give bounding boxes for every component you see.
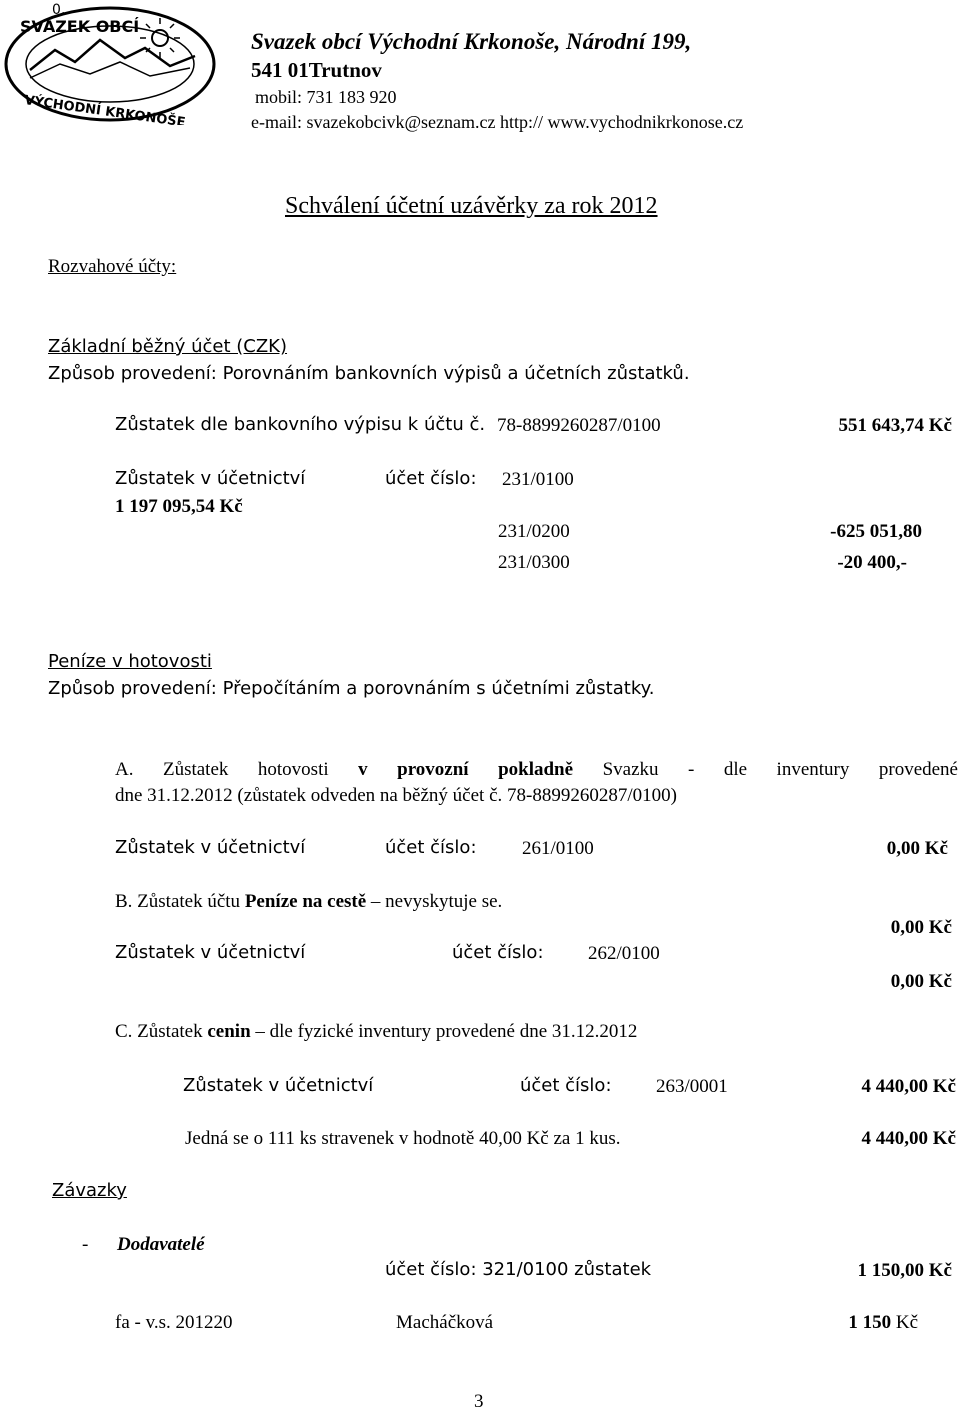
org-mobile: mobil: 731 183 920 xyxy=(255,87,397,107)
svg-text:0,: 0, xyxy=(52,2,66,18)
page-number: 3 xyxy=(474,1391,484,1412)
cash-c-ledger-label: Zůstatek v účetnictví xyxy=(183,1075,374,1096)
cash-a-account: 261/0100 xyxy=(522,838,594,859)
bank-acc2-amount: -625 051,80 xyxy=(830,521,922,542)
cash-c-line: C. Zůstatek cenin – dle fyzické inventury provedené dne 31.12.2012 xyxy=(115,1021,638,1042)
cash-method: Způsob provedení: Přepočítáním a porovnáním s účetními zůstatky. xyxy=(48,678,655,699)
cash-b-account: 262/0100 xyxy=(588,943,660,964)
cash-c-account-label: účet číslo: xyxy=(520,1075,612,1096)
logo-emblem xyxy=(0,0,240,125)
bank-statement-amount: 551 643,74 Kč xyxy=(838,415,952,436)
bank-acc3-amount: -20 400,- xyxy=(837,552,907,573)
org-city: 541 01Trutnov xyxy=(251,58,382,82)
cash-b-line: B. Zůstatek účtu Peníze na cestě – nevyskytuje se. xyxy=(115,891,503,912)
svg-text:SVAZEK OBCÍ: SVAZEK OBCÍ xyxy=(20,17,140,36)
bank-heading: Základní běžný účet (CZK) xyxy=(48,336,288,357)
liabilities-invoice: fa - v.s. 201220 xyxy=(115,1312,233,1333)
liabilities-invoice-name: Macháčková xyxy=(396,1312,494,1333)
bank-acc2: 231/0200 xyxy=(498,521,570,542)
cash-a-ledger-label: Zůstatek v účetnictví xyxy=(115,837,306,858)
bank-acc3: 231/0300 xyxy=(498,552,570,573)
organization-logo xyxy=(0,0,240,125)
cash-b-amount2: 0,00 Kč xyxy=(890,971,952,992)
cash-a-line2: dne 31.12.2012 (zůstatek odveden na běžný účet č. 78-8899260287/0100) xyxy=(115,785,677,806)
bank-method: Způsob provedení: Porovnáním bankovních výpisů a účetních zůstatků. xyxy=(48,363,690,384)
cash-c-amount: 4 440,00 Kč xyxy=(861,1076,956,1097)
org-email-web[interactable]: e-mail: svazekobcivk@seznam.cz http:// www.vychodnikrkonose.cz xyxy=(251,112,744,132)
cash-b-account-label: účet číslo: xyxy=(452,942,544,963)
bank-statement-label: Zůstatek dle bankovního výpisu k účtu č. xyxy=(115,414,486,435)
liabilities-invoice-amount: 1 150 Kč xyxy=(848,1312,918,1333)
cash-b-amount1: 0,00 Kč xyxy=(890,917,952,938)
cash-c-note-amount: 4 440,00 Kč xyxy=(861,1128,956,1149)
bank-acc1: 231/0100 xyxy=(502,469,574,490)
bank-statement-account: 78-8899260287/0100 xyxy=(497,415,661,436)
liabilities-account-line: účet číslo: 321/0100 zůstatek xyxy=(385,1259,652,1280)
page-title: Schválení účetní uzávěrky za rok 2012 xyxy=(285,193,658,219)
liabilities-account-amount: 1 150,00 Kč xyxy=(857,1260,952,1281)
cash-a-account-label: účet číslo: xyxy=(385,837,477,858)
bank-acc1-amount: 1 197 095,54 Kč xyxy=(115,496,243,517)
svg-text:VÝCHODNÍ KRKONOŠE: VÝCHODNÍ KRKONOŠE xyxy=(23,93,187,125)
rozvahove-heading: Rozvahové účty: xyxy=(48,256,177,277)
bank-ledger-label: Zůstatek v účetnictví xyxy=(115,468,306,489)
cash-a-line1: A. Zůstatek hotovosti v provozní pokladně Svazku - dle inventury provedené xyxy=(115,759,958,780)
bank-ledger-account-label: účet číslo: xyxy=(385,468,477,489)
cash-c-account: 263/0001 xyxy=(656,1076,728,1097)
liabilities-dash: - xyxy=(82,1234,89,1255)
org-name: Svazek obcí Východní Krkonoše, Národní 199, xyxy=(251,29,692,54)
cash-c-note: Jedná se o 111 ks stravenek v hodnotě 40,00 Kč za 1 kus. xyxy=(185,1128,621,1149)
liabilities-suppliers: Dodavatelé xyxy=(117,1234,205,1255)
cash-a-amount: 0,00 Kč xyxy=(886,838,948,859)
cash-heading: Peníze v hotovosti xyxy=(48,651,212,672)
liabilities-heading: Závazky xyxy=(52,1180,127,1201)
cash-b-ledger-label: Zůstatek v účetnictví xyxy=(115,942,306,963)
